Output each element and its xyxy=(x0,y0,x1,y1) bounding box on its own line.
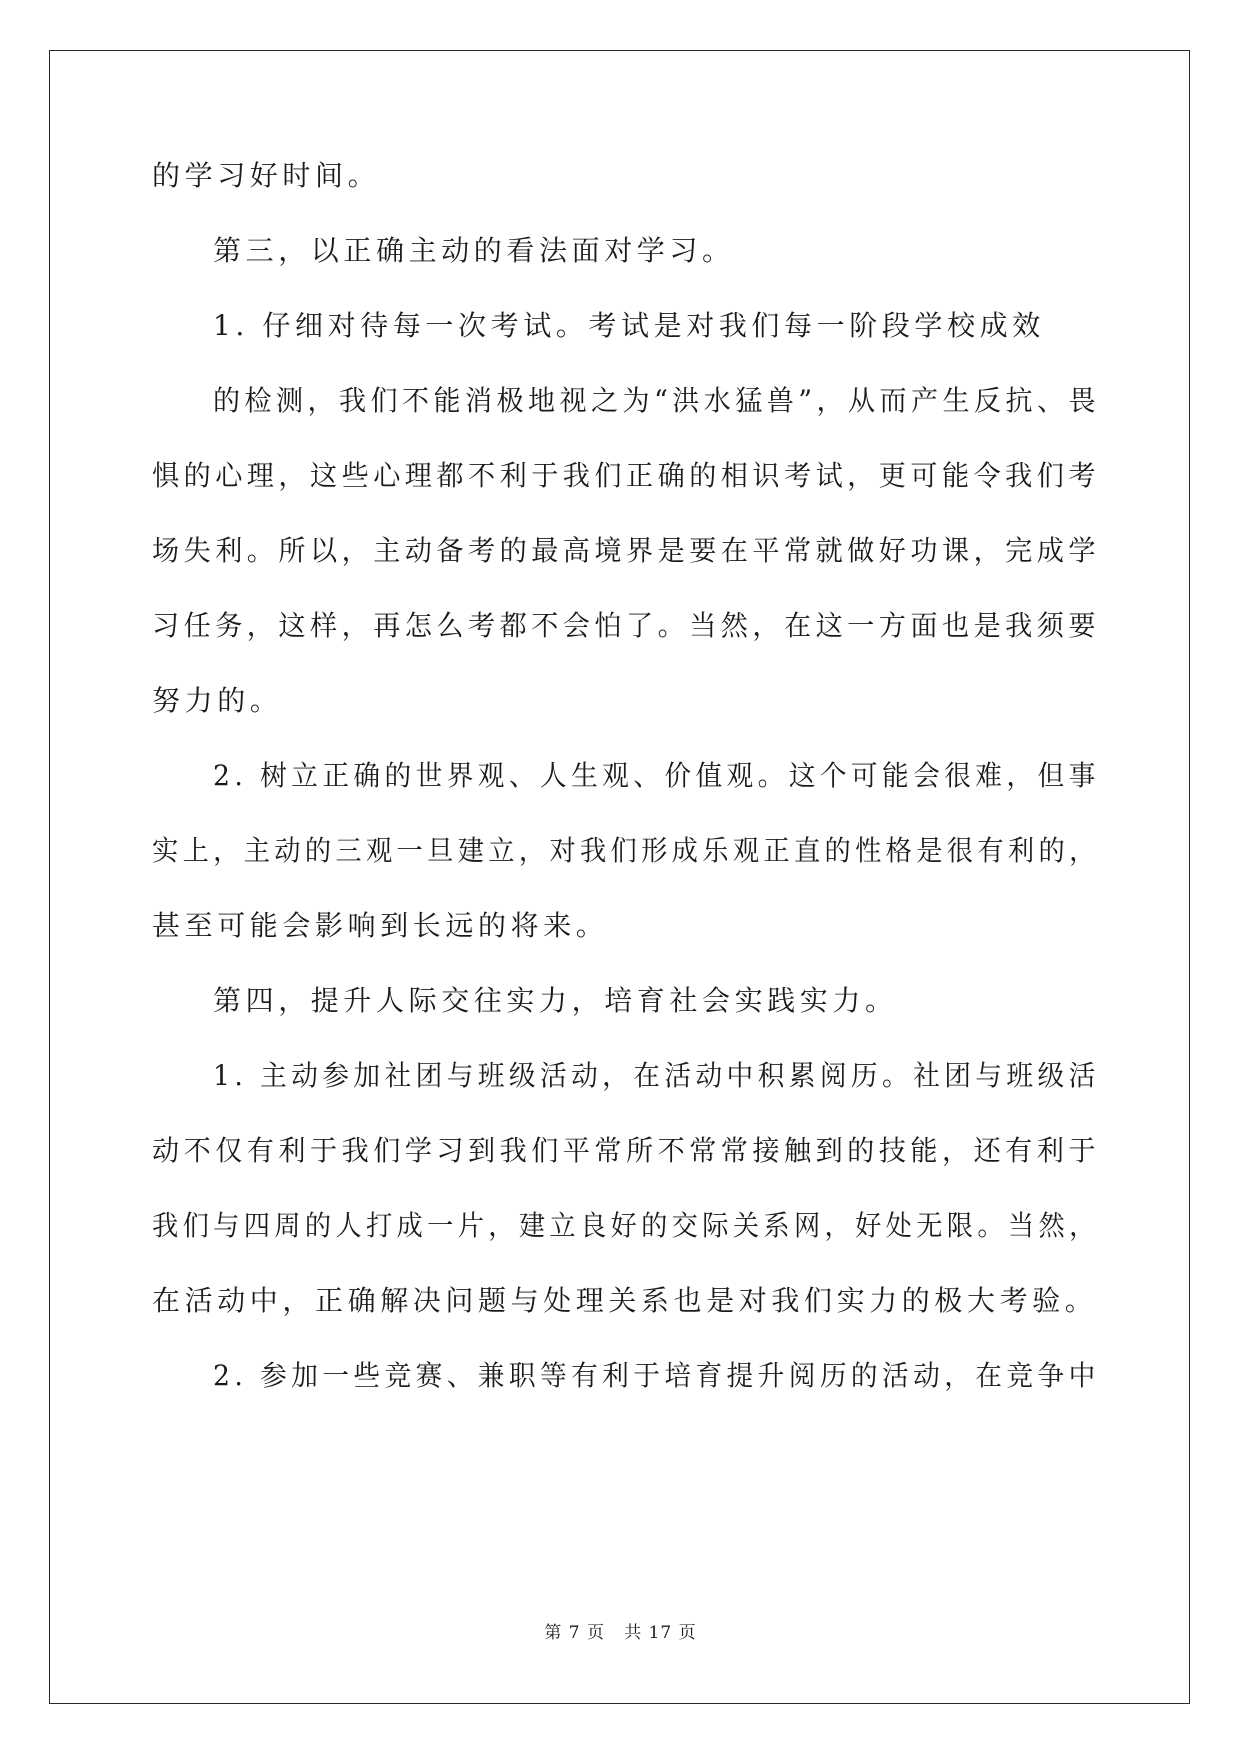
text-line: 2. 参加一些竞赛、兼职等有利于培育提升阅历的活动，在竞争中 xyxy=(213,1359,1100,1392)
text-line: 努力的。 xyxy=(152,684,283,717)
text-line: 实上，主动的三观一旦建立，对我们形成乐观正直的性格是很有利的， xyxy=(152,834,1100,867)
text-line: 动不仅有利于我们学习到我们平常所不常常接触到的技能，还有利于 xyxy=(152,1134,1100,1167)
text-line: 在活动中，正确解决问题与处理关系也是对我们实力的极大考验。 xyxy=(152,1284,1098,1317)
text-line: 1. 主动参加社团与班级活动，在活动中积累阅历。社团与班级活 xyxy=(213,1059,1100,1092)
text-line: 第三，以正确主动的看法面对学习。 xyxy=(213,234,735,267)
text-line: 第四，提升人际交往实力，培育社会实践实力。 xyxy=(213,984,898,1017)
text-line: 1. 仔细对待每一次考试。考试是对我们每一阶段学校成效 xyxy=(213,309,1045,342)
text-line: 场失利。所以，主动备考的最高境界是要在平常就做好功课，完成学 xyxy=(152,534,1100,567)
text-line: 的学习好时间。 xyxy=(152,159,381,192)
text-line: 我们与四周的人打成一片，建立良好的交际关系网，好处无限。当然， xyxy=(152,1209,1100,1242)
text-line: 习任务，这样，再怎么考都不会怕了。当然，在这一方面也是我须要 xyxy=(152,609,1100,642)
text-line: 惧的心理，这些心理都不利于我们正确的相识考试，更可能令我们考 xyxy=(152,459,1100,492)
text-line: 的检测，我们不能消极地视之为“洪水猛兽”，从而产生反抗、畏 xyxy=(213,384,1101,417)
text-line: 2. 树立正确的世界观、人生观、价值观。这个可能会很难，但事 xyxy=(213,759,1100,792)
page-number-footer: 第 7 页 共 17 页 xyxy=(544,1623,697,1643)
text-line: 甚至可能会影响到长远的将来。 xyxy=(152,909,609,942)
page-border xyxy=(49,50,1190,1704)
